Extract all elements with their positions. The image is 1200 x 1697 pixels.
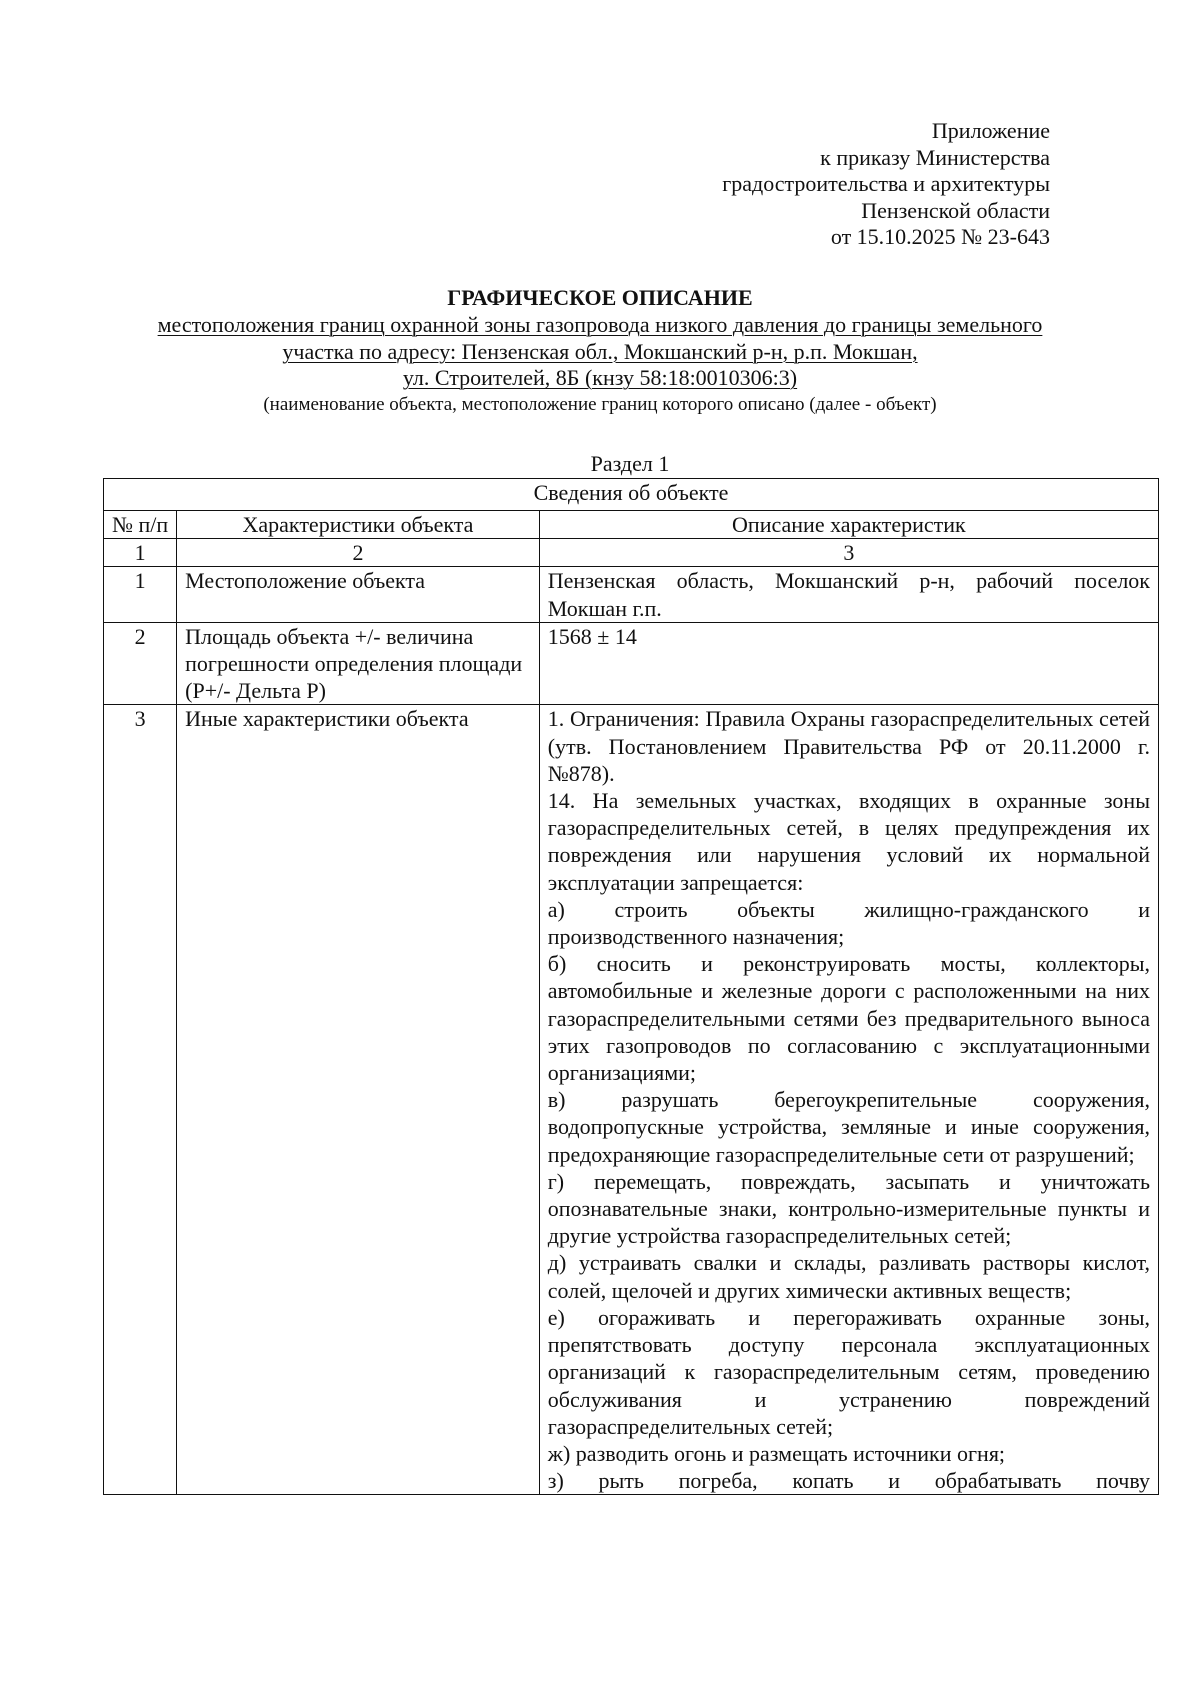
document-title: ГРАФИЧЕСКОЕ ОПИСАНИЕ: [447, 285, 753, 310]
description-paragraph: д) устраивать свалки и склады, разливать растворы кислот, солей, щелочей и других химически активных веществ;: [547, 1250, 1150, 1303]
object-caption: (наименование объекта, местоположение границ которого описано (далее - объект): [263, 393, 937, 415]
row-characteristic: Иные характеристики объекта: [177, 705, 540, 1495]
appendix-order-date: от 15.10.2025 № 23-643: [830, 224, 1050, 250]
object-description: [100, 312, 1100, 392]
appendix-line: градостроительства и архитектуры: [722, 171, 1050, 197]
description-paragraph: а) строить объекты жилищно-гражданского и производственного назначения;: [547, 896, 1150, 950]
row-description: [539, 705, 1158, 1495]
column-header-characteristic: Характеристики объекта: [177, 511, 540, 539]
row-description: [539, 567, 1158, 622]
description-paragraph: е) огораживать и перегораживать охранные зоны, препятствовать доступу персонала эксплуатационных организаций к газораспределительным сетям, проведению обслуживания и устранению повреждений газораспределительных сетей;: [547, 1304, 1150, 1439]
description-paragraph: 14. На земельных участках, входящих в охранные зоны газораспределительных сетей, в целях предупреждения их повреждения или нарушения условий их нормальной эксплуатации запрещается:: [547, 788, 1150, 895]
row-number: 2: [104, 622, 177, 705]
description-paragraph: з) рыть погреба, копать и обрабатывать почву: [547, 1468, 1150, 1494]
description-paragraph: ж) разводить огонь и размещать источники огня;: [547, 1440, 1006, 1466]
table-row: [104, 567, 1159, 622]
description-paragraph: 1. Ограничения: Правила Охраны газораспределительных сетей (утв. Постановлением Правительства РФ от 20.11.2000 г. №878).: [547, 706, 1150, 786]
row-description: [539, 622, 1158, 705]
table-caption: Сведения об объекте: [104, 479, 1159, 511]
description-paragraph: г) перемещать, повреждать, засыпать и уничтожать опознавательные знаки, контрольно-измерительные пункты и другие устройства газораспределительных сетей;: [547, 1168, 1150, 1249]
description-paragraph: Пензенская область, Мокшанский р-н, рабочий поселок Мокшан г.п.: [547, 568, 1150, 621]
appendix-line: Приложение: [931, 118, 1050, 143]
column-header-description: Описание характеристик: [539, 511, 1158, 539]
column-header-number: № п/п: [104, 511, 177, 539]
table-row: [104, 622, 1159, 705]
column-number: 2: [177, 539, 540, 567]
object-description-line: ул. Строителей, 8Б (кнзу 58:18:0010306:3): [402, 365, 798, 390]
column-number: 1: [104, 539, 177, 567]
appendix-line: Пензенской области: [861, 197, 1050, 223]
object-info-table: [103, 478, 1159, 1495]
description-paragraph: 1568 ± 14: [547, 623, 637, 649]
row-number: 3: [104, 705, 177, 1495]
row-characteristic: Местоположение объекта: [177, 567, 540, 622]
table-row: [104, 705, 1159, 1495]
section-label: Раздел 1: [590, 451, 670, 476]
description-paragraph: б) сносить и реконструировать мосты, коллекторы, автомобильные и железные дороги с расположенными на них газораспределительными сетями без предварительного выноса этих газопроводов по согласованию с эксплуатационными организациями;: [547, 951, 1150, 1086]
object-description-line: местоположения границ охранной зоны газопровода низкого давления до границы земельного: [157, 312, 1043, 337]
description-paragraph: в) разрушать берегоукрепительные сооружения, водопропускные устройства, земляные и иные сооружения, предохраняющие газораспределительные сети от разрушений;: [547, 1087, 1150, 1167]
row-number: 1: [104, 567, 177, 622]
appendix-block: [722, 118, 1050, 251]
row-characteristic: Площадь объекта +/- величина погрешности определения площади (Р+/- Дельта Р): [177, 622, 540, 705]
object-description-line: участка по адресу: Пензенская обл., Мокшанский р-н, р.п. Мокшан,: [282, 338, 918, 364]
appendix-line: к приказу Министерства: [820, 144, 1050, 170]
column-number: 3: [539, 539, 1158, 567]
document-header: [100, 284, 1100, 418]
